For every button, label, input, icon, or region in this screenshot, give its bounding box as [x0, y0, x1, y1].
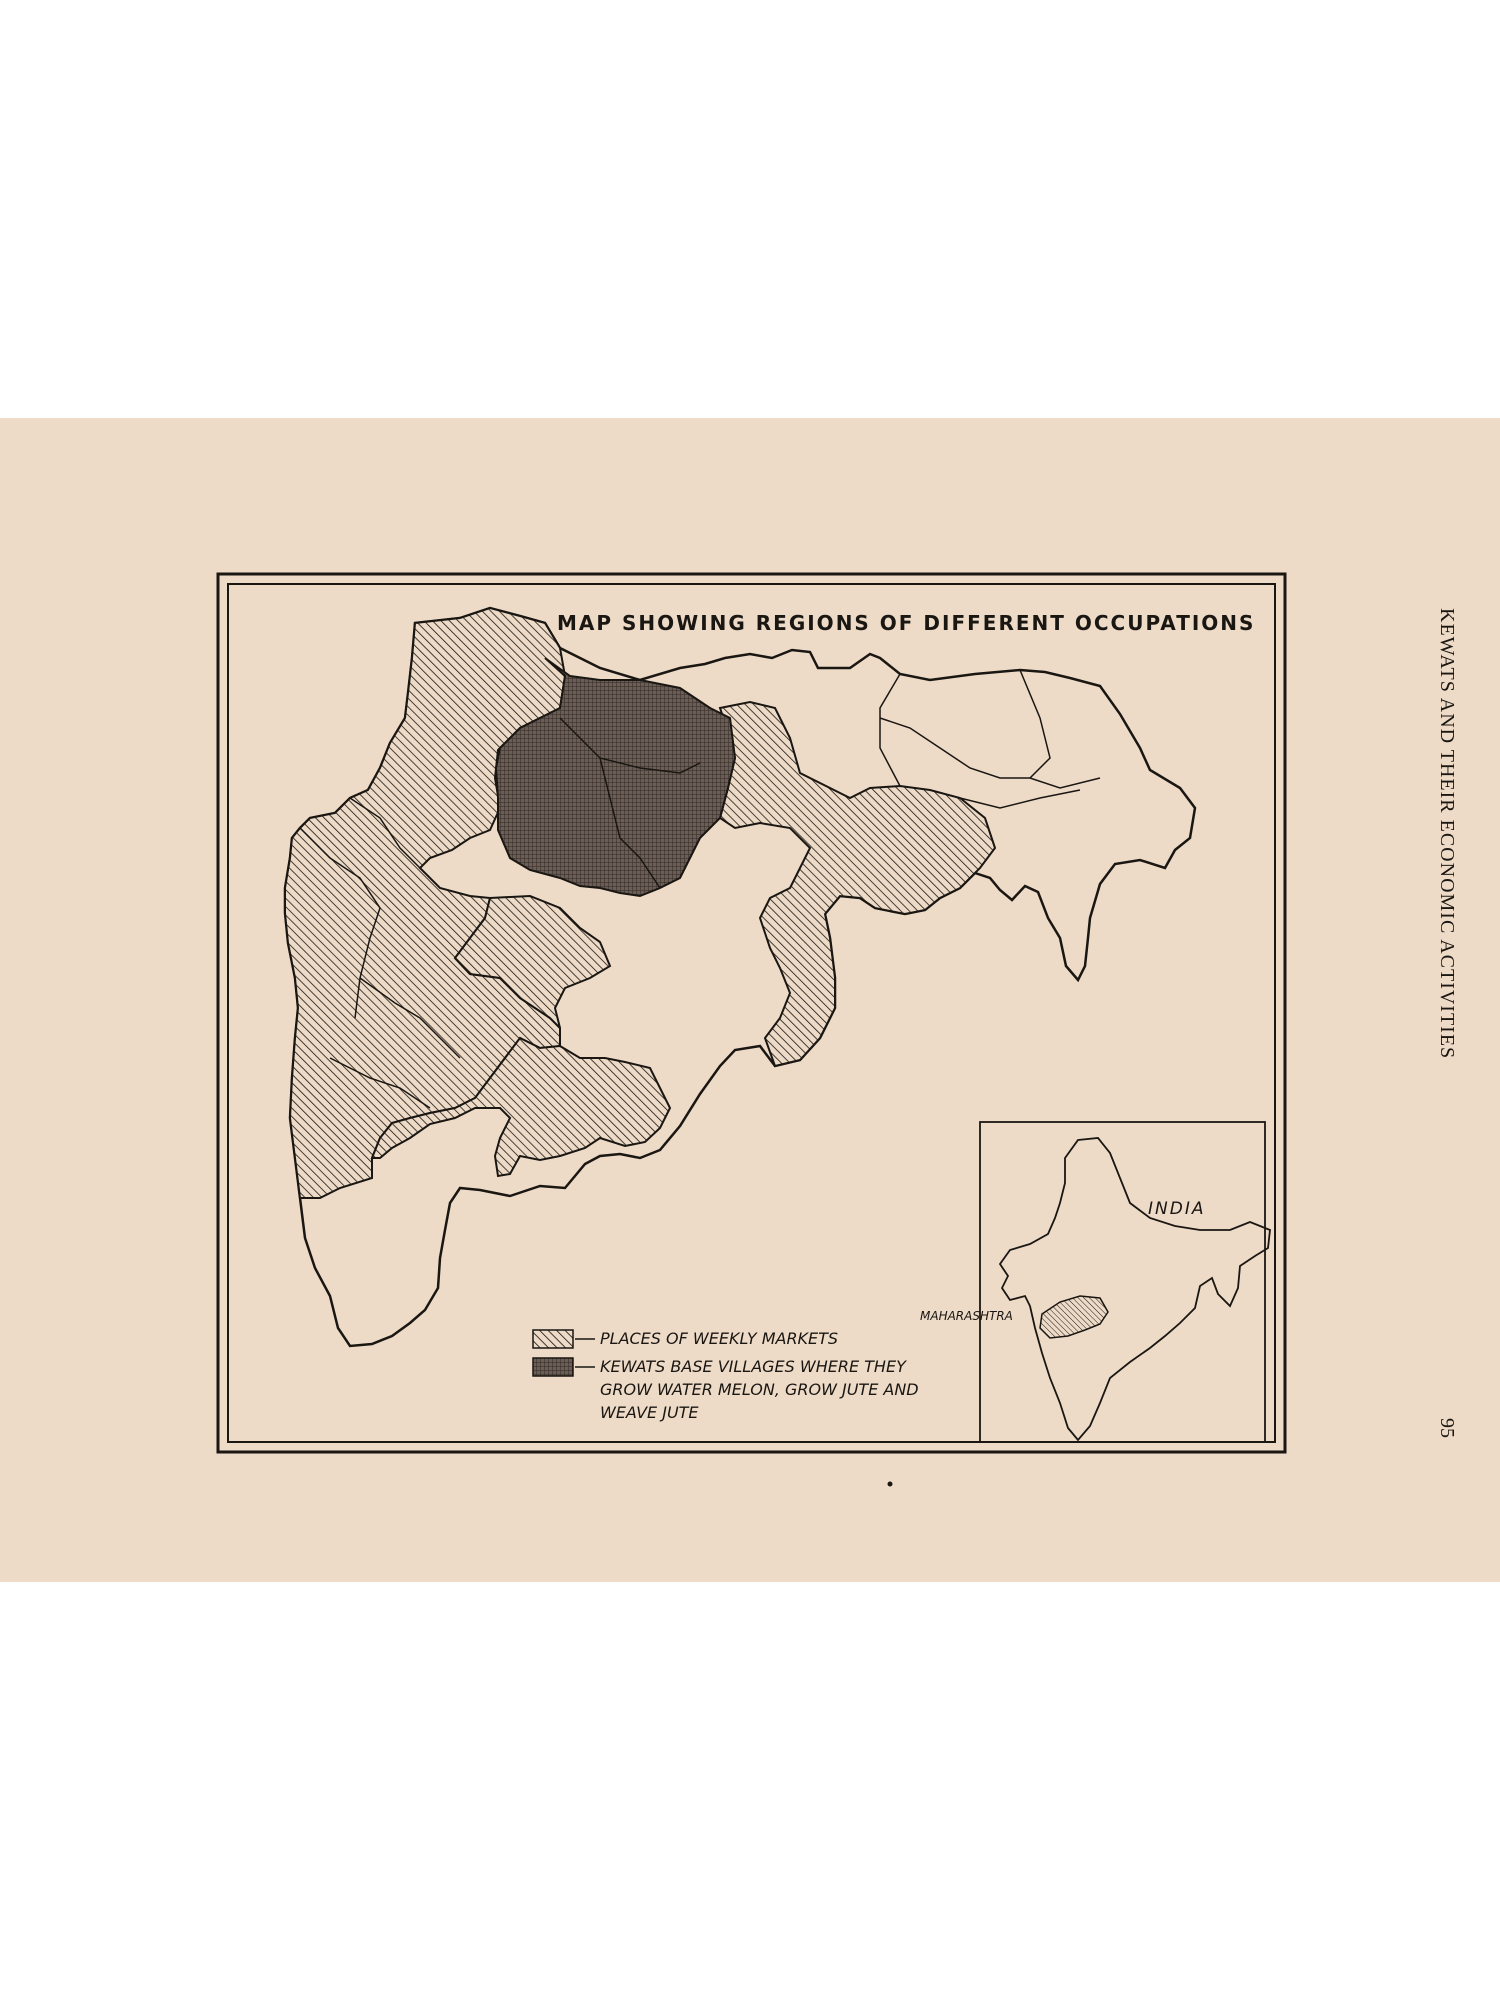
legend-item-weekly-markets: PLACES OF WEEKLY MARKETS — [600, 1329, 839, 1348]
book-page — [0, 418, 1500, 1582]
india-outline — [1000, 1138, 1270, 1440]
legend — [533, 1329, 919, 1422]
map-title: MAP SHOWING REGIONS OF DIFFERENT OCCUPATIONS — [557, 611, 1256, 635]
ink-dot — [888, 1482, 893, 1487]
legend-item-kewats-line-1: KEWATS BASE VILLAGES WHERE THEY — [600, 1357, 906, 1376]
legend-item-kewats-line-3: WEAVE JUTE — [600, 1403, 699, 1422]
legend-swatch-crosshatch — [533, 1358, 573, 1376]
running-head: KEWATS AND THEIR ECONOMIC ACTIVITIES — [1436, 608, 1458, 1060]
legend-item-kewats-line-2: GROW WATER MELON, GROW JUTE AND — [600, 1380, 919, 1399]
inset-frame — [980, 1122, 1265, 1442]
page-number: 95 — [1436, 1418, 1458, 1438]
inset-india-label: INDIA — [1148, 1199, 1206, 1219]
maharashtra-inset — [1040, 1296, 1108, 1338]
legend-swatch-hatch — [533, 1330, 573, 1348]
map-figure — [0, 418, 1500, 1582]
inset-maharashtra-label: MAHARASHTRA — [920, 1309, 1013, 1323]
